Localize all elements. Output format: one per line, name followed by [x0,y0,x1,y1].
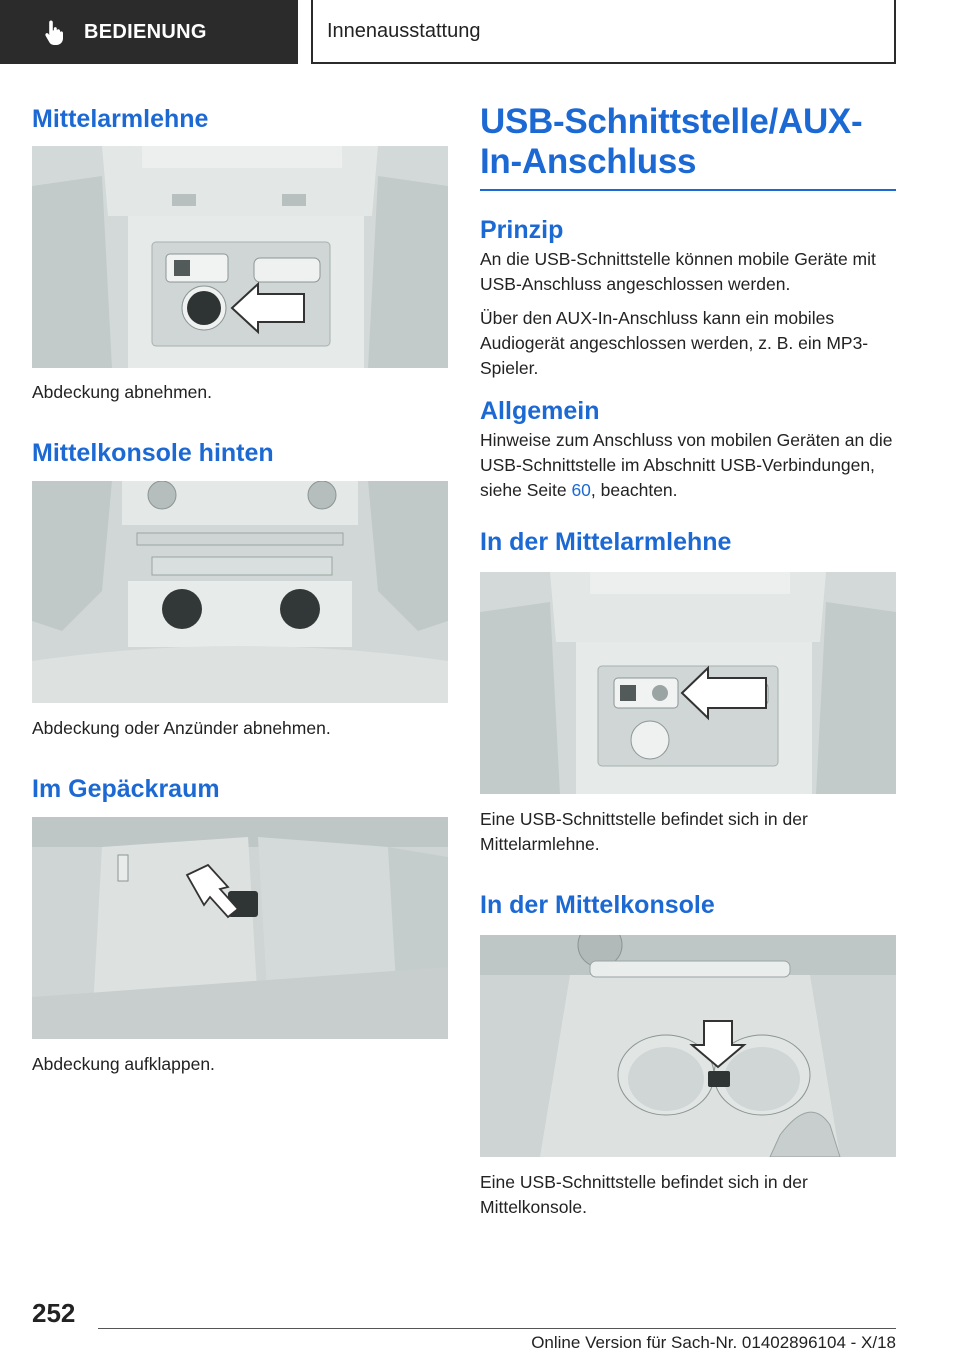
caption-center-console: Eine USB-Schnittstelle befindet sich in der Mittelkonsole. [480,1171,808,1217]
page-number: 252 [32,1298,76,1328]
paragraph-prinzip-1: An die USB-Schnittstelle können mobile Geräte mit USB-Anschluss angeschlossen werden. [480,248,876,294]
section-label: BEDIENUNG [84,20,207,43]
pointing-hand-icon [44,19,66,45]
online-version-note: Online Version für Sach-Nr. 01402896104 - X/18 [531,1333,896,1352]
right-column [480,96,896,1220]
chapter-label: Innenausstattung [327,19,481,42]
heading-prinzip: Prinzip [480,215,564,244]
caption-im-gepaeckraum: Abdeckung aufklappen. [32,1054,215,1074]
chapter-box [311,0,896,64]
heading-mittelarmlehne: Mittelarmlehne [32,105,209,133]
title-rule [480,189,896,191]
heading-mittelkonsole-hinten: Mittelkonsole hinten [32,439,274,467]
figure-luggage-compartment [32,817,448,1039]
caption-armrest: Eine USB-Schnittstelle befindet sich in der Mittelarmlehne. [480,808,808,854]
figure-usb-armrest [480,572,896,794]
paragraph-prinzip-2: Über den AUX-In-Anschluss kann ein mobiles Audiogerät angeschlossen werden, z. B. ein MP3-Spieler. [480,307,869,378]
figure-usb-center-console [480,935,896,1157]
paragraph-allgemein [480,428,896,503]
section-tab [0,0,298,64]
heading-in-der-mittelkonsole: In der Mittelkonsole [480,890,715,919]
figure-armrest-cover [32,146,448,368]
caption-mittelarmlehne: Abdeckung abnehmen. [32,382,212,402]
footer-rule [98,1328,896,1329]
heading-allgemein: Allgemein [480,396,600,425]
heading-im-gepaeckraum: Im Gepäckraum [32,775,220,803]
allgemein-text-end: , beachten. [590,479,678,500]
allgemein-text: Hinweise zum Anschluss von mobilen Geräten an die USB-Schnittstelle im Abschnitt USB-Verbindungen, siehe Seite [480,429,893,500]
heading-in-der-mittelarmlehne: In der Mittelarmlehne [480,527,732,556]
left-column [32,96,448,1077]
caption-mittelkonsole-hinten: Abdeckung oder Anzünder abnehmen. [32,718,331,738]
page-link-60[interactable]: 60 [571,479,591,500]
main-title: USB-Schnittstelle/AUX-In-Anschluss [480,102,863,182]
figure-rear-console [32,481,448,703]
